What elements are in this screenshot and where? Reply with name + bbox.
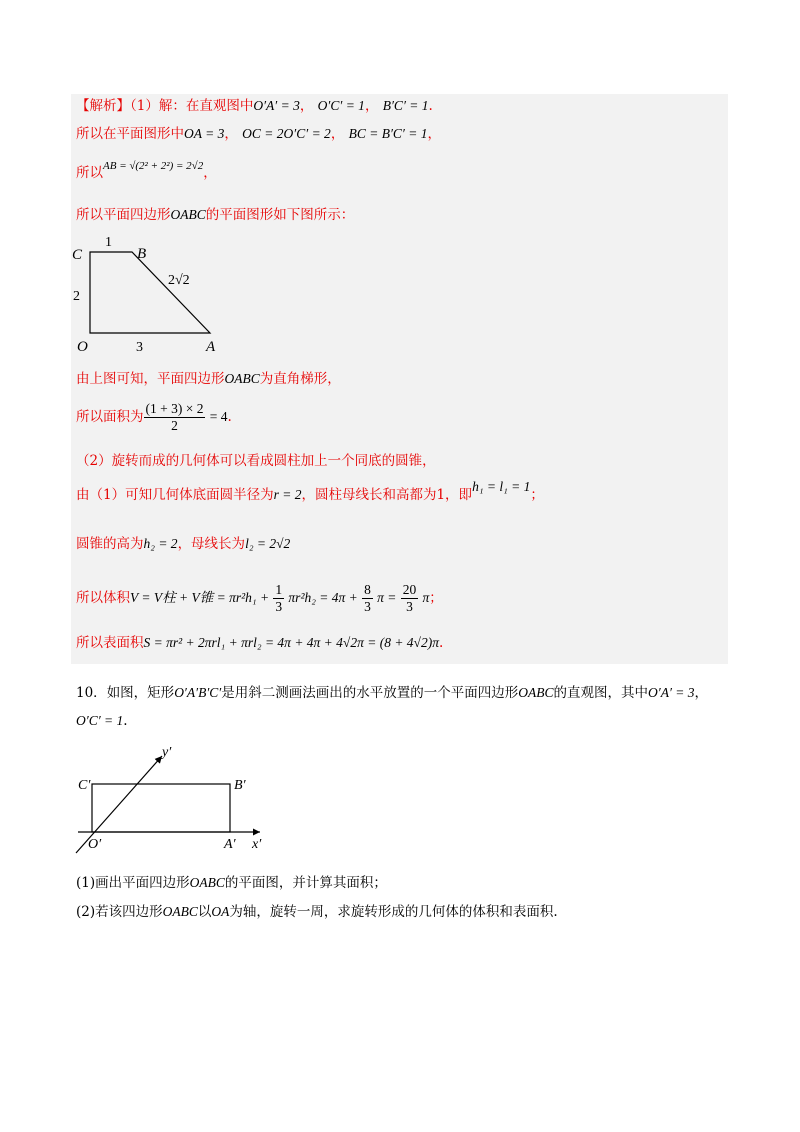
trapezoid-shape	[90, 252, 210, 333]
solution-line-9: 圆锥的高为h₂ = 2，母线长为l₂ = 2√2	[76, 536, 291, 552]
label-b: B	[137, 246, 147, 262]
solution-line-4: 所以平面四边形OABC的平面图形如下图所示：	[76, 207, 355, 223]
solution-line-11: 所以表面积S = πr² + 2πrl₁ + πrl₂ = 4π + 4π + 4√2π = (8 + 4√2)π.	[76, 635, 444, 651]
question-1: (1)画出平面四边形OABC的平面图，并计算其面积；	[76, 875, 387, 891]
solution-line-2: 所以在平面图形中OA = 3， OC = 2O′C′ = 2， BC = B′C′ = 1，	[76, 126, 441, 142]
label-a-prime: A′	[224, 837, 236, 852]
label-b-prime: B′	[234, 778, 246, 793]
label-y-prime: y′	[162, 745, 172, 760]
rectangle-shape	[92, 784, 230, 832]
solution-line-7: （2）旋转而成的几何体可以看成圆柱加上一个同底的圆锥，	[76, 453, 436, 469]
solution-line-1: 【解析】（1）解：在直观图中O′A′ = 3， O′C′ = 1， B′C′ = 1.	[76, 98, 433, 114]
solution-line-8: 由（1）可知几何体底面圆半径为r = 2，圆柱母线长和高都为1，即h₁ = l₁ = 1；	[76, 479, 544, 503]
solution-line-6: 所以面积为 $\frac{(1 + 3) \times 2}{2}$ = 4.	[76, 401, 232, 433]
label-a: A	[206, 339, 216, 355]
trapezoid-figure	[70, 230, 240, 355]
solution-line-3: 所以$^{AB = √(2^2 + 2^2) = 2√2}$，	[76, 160, 217, 181]
length-slant: 2√2	[168, 273, 190, 288]
area-fraction: $\frac{(1 + 3) \times 2}{2}$	[145, 401, 204, 433]
problem-number: 10．	[76, 685, 107, 701]
solution-line-5: 由上图可知，平面四边形OABC为直角梯形，	[76, 371, 341, 387]
oblique-figure	[70, 740, 270, 860]
label-c: C	[72, 247, 83, 263]
length-left: 2	[73, 289, 80, 304]
label-c-prime: C′	[78, 778, 91, 793]
label-o: O	[77, 339, 88, 355]
length-top: 1	[105, 235, 112, 250]
problem-line-1: 10．如图，矩形O′A′B′C′是用斜二测画法画出的水平放置的一个平面四边形OABC的直观图，其中O′A′ = 3，	[76, 685, 709, 701]
length-bottom: 3	[136, 340, 143, 355]
label-x-prime: x′	[252, 837, 262, 852]
question-2: (2)若该四边形OABC以OA为轴，旋转一周，求旋转形成的几何体的体积和表面积.	[76, 904, 558, 920]
problem-line-2: O′C′ = 1.	[76, 713, 128, 729]
label-o-prime: O′	[88, 837, 102, 852]
solution-line-10: 所以体积V = V柱 + V锥 = πr²h₁ + $\frac{1}{3}$ πr²h₂ = 4π + $\frac{8}{3}$ π = $\frac{20}{3}$ π；	[76, 582, 443, 614]
solution-tag: 【解析】	[76, 98, 130, 114]
